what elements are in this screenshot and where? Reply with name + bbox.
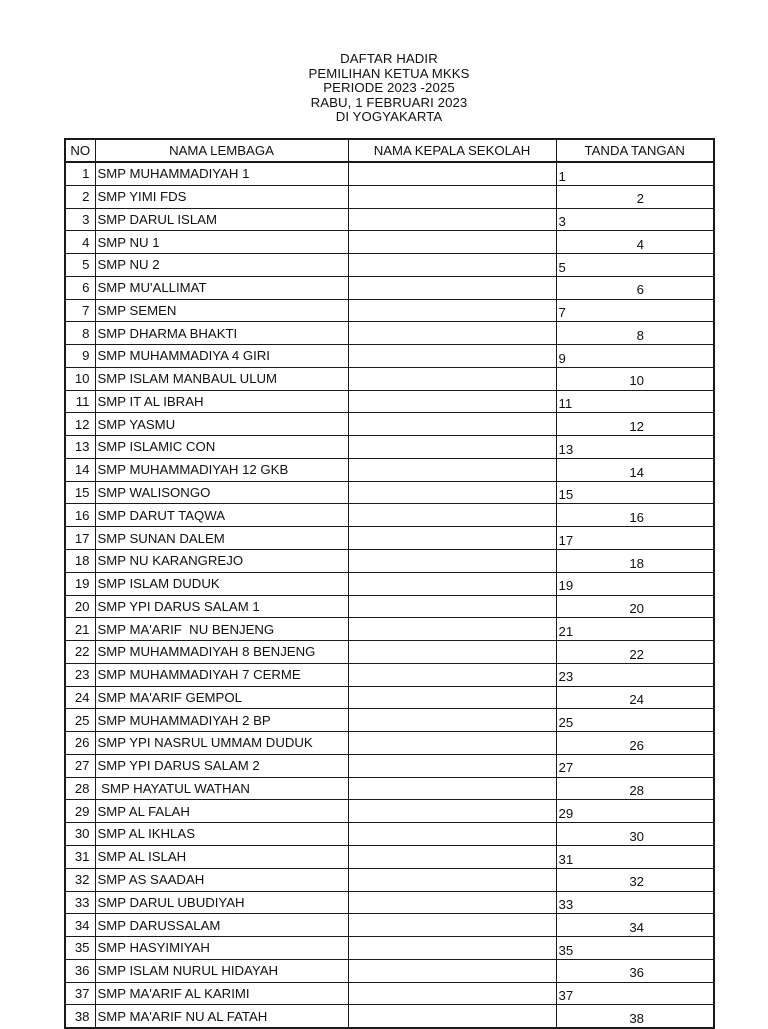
table-row — [65, 413, 714, 436]
row-number: 7 — [65, 299, 95, 322]
signature-cell[interactable]: 23 — [556, 663, 714, 686]
principal-name-cell[interactable] — [348, 686, 556, 709]
principal-name-cell[interactable] — [348, 527, 556, 550]
institution-name: SMP AL FALAH — [95, 800, 348, 823]
institution-name: SMP NU 2 — [95, 254, 348, 277]
signature-cell[interactable]: 1 — [556, 162, 714, 185]
principal-name-cell[interactable] — [348, 709, 556, 732]
signature-cell[interactable]: 36 — [556, 959, 714, 982]
row-number: 6 — [65, 276, 95, 299]
document-title: DAFTAR HADIR — [340, 51, 438, 66]
row-number: 22 — [65, 641, 95, 664]
column-header-signature: TANDA TANGAN — [556, 139, 714, 162]
row-number: 13 — [65, 436, 95, 459]
signature-cell[interactable]: 24 — [556, 686, 714, 709]
institution-name: SMP DARUSSALAM — [95, 914, 348, 937]
column-header-institution: NAMA LEMBAGA — [95, 139, 348, 162]
principal-name-cell[interactable] — [348, 868, 556, 891]
institution-name: SMP MUHAMMADIYAH 2 BP — [95, 709, 348, 732]
table-row — [65, 982, 714, 1005]
column-header-no: NO — [65, 139, 95, 162]
table-row — [65, 777, 714, 800]
principal-name-cell[interactable] — [348, 754, 556, 777]
institution-name: SMP MA'ARIF NU BENJENG — [95, 618, 348, 641]
principal-name-cell[interactable] — [348, 345, 556, 368]
institution-name: SMP MUHAMMADIYAH 1 — [95, 162, 348, 185]
institution-name: SMP HASYIMIYAH — [95, 937, 348, 960]
table-row — [65, 527, 714, 550]
event-date: RABU, 1 FEBRUARI 2023 — [310, 94, 468, 110]
principal-name-cell[interactable] — [348, 481, 556, 504]
signature-cell[interactable]: 7 — [556, 299, 714, 322]
row-number: 21 — [65, 618, 95, 641]
table-row — [65, 959, 714, 982]
signature-cell[interactable]: 11 — [556, 390, 714, 413]
row-number: 30 — [65, 823, 95, 846]
institution-name: SMP MA'ARIF AL KARIMI — [95, 982, 348, 1005]
signature-cell[interactable]: 37 — [556, 982, 714, 1005]
table-row — [65, 686, 714, 709]
principal-name-cell[interactable] — [348, 436, 556, 459]
signature-cell[interactable]: 31 — [556, 845, 714, 868]
signature-cell[interactable]: 22 — [556, 641, 714, 664]
row-number: 38 — [65, 1005, 95, 1028]
principal-name-cell[interactable] — [348, 390, 556, 413]
signature-cell[interactable]: 16 — [556, 504, 714, 527]
table-row — [65, 436, 714, 459]
signature-cell[interactable]: 2 — [556, 185, 714, 208]
table-row — [65, 823, 714, 846]
principal-name-cell[interactable] — [348, 800, 556, 823]
institution-name: SMP MA'ARIF NU AL FATAH — [95, 1005, 348, 1028]
row-number: 19 — [65, 572, 95, 595]
institution-name: SMP MUHAMMADIYAH 8 BENJENG — [95, 641, 348, 664]
signature-cell[interactable]: 15 — [556, 481, 714, 504]
principal-name-cell[interactable] — [348, 208, 556, 231]
institution-name: SMP MUHAMMADIYAH 7 CERME — [95, 663, 348, 686]
institution-name: SMP NU 1 — [95, 231, 348, 254]
principal-name-cell[interactable] — [348, 891, 556, 914]
document-header — [0, 52, 768, 125]
table-row — [65, 185, 714, 208]
table-header-row — [65, 139, 714, 162]
signature-cell[interactable]: 12 — [556, 413, 714, 436]
table-row — [65, 231, 714, 254]
row-number: 8 — [65, 322, 95, 345]
row-number: 35 — [65, 937, 95, 960]
principal-name-cell[interactable] — [348, 504, 556, 527]
principal-name-cell[interactable] — [348, 663, 556, 686]
institution-name: SMP YPI DARUS SALAM 2 — [95, 754, 348, 777]
row-number: 25 — [65, 709, 95, 732]
signature-cell[interactable]: 33 — [556, 891, 714, 914]
table-row — [65, 868, 714, 891]
signature-cell[interactable]: 29 — [556, 800, 714, 823]
row-number: 32 — [65, 868, 95, 891]
table-row — [65, 663, 714, 686]
row-number: 26 — [65, 732, 95, 755]
institution-name: SMP MUHAMMADIYA 4 GIRI — [95, 345, 348, 368]
table-row — [65, 709, 714, 732]
signature-cell[interactable]: 10 — [556, 367, 714, 390]
principal-name-cell[interactable] — [348, 1005, 556, 1028]
principal-name-cell[interactable] — [348, 777, 556, 800]
row-number: 14 — [65, 458, 95, 481]
row-number: 31 — [65, 845, 95, 868]
signature-cell[interactable]: 19 — [556, 572, 714, 595]
event-name: PEMILIHAN KETUA MKKS — [308, 65, 470, 81]
table-row — [65, 162, 714, 185]
row-number: 10 — [65, 367, 95, 390]
institution-name: SMP WALISONGO — [95, 481, 348, 504]
principal-name-cell[interactable] — [348, 322, 556, 345]
row-number: 36 — [65, 959, 95, 982]
institution-name: SMP DHARMA BHAKTI — [95, 322, 348, 345]
signature-cell[interactable]: 32 — [556, 868, 714, 891]
table-row — [65, 1005, 714, 1028]
table-row — [65, 937, 714, 960]
table-row — [65, 550, 714, 573]
principal-name-cell[interactable] — [348, 823, 556, 846]
institution-name: SMP DARUL ISLAM — [95, 208, 348, 231]
row-number: 3 — [65, 208, 95, 231]
principal-name-cell[interactable] — [348, 413, 556, 436]
signature-cell[interactable]: 18 — [556, 550, 714, 573]
principal-name-cell[interactable] — [348, 458, 556, 481]
institution-name: SMP YASMU — [95, 413, 348, 436]
principal-name-cell[interactable] — [348, 618, 556, 641]
principal-name-cell[interactable] — [348, 914, 556, 937]
institution-name: SMP MUHAMMADIYAH 12 GKB — [95, 458, 348, 481]
institution-name: SMP NU KARANGREJO — [95, 550, 348, 573]
signature-cell[interactable]: 26 — [556, 732, 714, 755]
row-number: 12 — [65, 413, 95, 436]
institution-name: SMP YPI DARUS SALAM 1 — [95, 595, 348, 618]
table-row — [65, 572, 714, 595]
table-row — [65, 845, 714, 868]
table-body — [65, 162, 714, 1028]
institution-name: SMP DARUT TAQWA — [95, 504, 348, 527]
signature-cell[interactable]: 34 — [556, 914, 714, 937]
institution-name: SMP IT AL IBRAH — [95, 390, 348, 413]
institution-name: SMP AL IKHLAS — [95, 823, 348, 846]
row-number: 16 — [65, 504, 95, 527]
signature-cell[interactable]: 25 — [556, 709, 714, 732]
row-number: 27 — [65, 754, 95, 777]
table-row — [65, 800, 714, 823]
row-number: 1 — [65, 162, 95, 185]
table-row — [65, 891, 714, 914]
table-row — [65, 754, 714, 777]
row-number: 4 — [65, 231, 95, 254]
signature-cell[interactable]: 35 — [556, 937, 714, 960]
row-number: 18 — [65, 550, 95, 573]
row-number: 17 — [65, 527, 95, 550]
table-row — [65, 595, 714, 618]
institution-name: SMP AL ISLAH — [95, 845, 348, 868]
row-number: 37 — [65, 982, 95, 1005]
row-number: 23 — [65, 663, 95, 686]
table-row — [65, 390, 714, 413]
table-row — [65, 208, 714, 231]
principal-name-cell[interactable] — [348, 959, 556, 982]
signature-cell[interactable]: 8 — [556, 322, 714, 345]
table-row — [65, 254, 714, 277]
row-number: 24 — [65, 686, 95, 709]
row-number: 11 — [65, 390, 95, 413]
event-location: DI YOGYAKARTA — [335, 109, 443, 125]
institution-name: SMP YIMI FDS — [95, 185, 348, 208]
table-row — [65, 458, 714, 481]
principal-name-cell[interactable] — [348, 732, 556, 755]
principal-name-cell[interactable] — [348, 982, 556, 1005]
row-number: 5 — [65, 254, 95, 277]
row-number: 29 — [65, 800, 95, 823]
row-number: 2 — [65, 185, 95, 208]
institution-name: SMP ISLAM NURUL HIDAYAH — [95, 959, 348, 982]
table-row — [65, 481, 714, 504]
institution-name: SMP SUNAN DALEM — [95, 527, 348, 550]
period: PERIODE 2023 -2025 — [323, 80, 455, 96]
principal-name-cell[interactable] — [348, 845, 556, 868]
table-row — [65, 732, 714, 755]
signature-cell[interactable]: 17 — [556, 527, 714, 550]
institution-name: SMP SEMEN — [95, 299, 348, 322]
principal-name-cell[interactable] — [348, 937, 556, 960]
row-number: 15 — [65, 481, 95, 504]
table-row — [65, 504, 714, 527]
signature-cell[interactable]: 4 — [556, 231, 714, 254]
table-row — [65, 345, 714, 368]
signature-cell[interactable]: 30 — [556, 823, 714, 846]
table-row — [65, 322, 714, 345]
signature-cell[interactable]: 27 — [556, 754, 714, 777]
principal-name-cell[interactable] — [348, 276, 556, 299]
institution-name: SMP HAYATUL WATHAN — [95, 777, 348, 800]
signature-cell[interactable]: 21 — [556, 618, 714, 641]
attendance-table — [64, 138, 715, 1029]
signature-cell[interactable]: 28 — [556, 777, 714, 800]
table-row — [65, 618, 714, 641]
row-number: 20 — [65, 595, 95, 618]
signature-cell[interactable]: 38 — [556, 1005, 714, 1028]
signature-cell[interactable]: 6 — [556, 276, 714, 299]
principal-name-cell[interactable] — [348, 299, 556, 322]
principal-name-cell[interactable] — [348, 162, 556, 185]
column-header-principal: NAMA KEPALA SEKOLAH — [348, 139, 556, 162]
institution-name: SMP YPI NASRUL UMMAM DUDUK — [95, 732, 348, 755]
row-number: 28 — [65, 777, 95, 800]
table-row — [65, 276, 714, 299]
institution-name: SMP AS SAADAH — [95, 868, 348, 891]
institution-name: SMP ISLAM DUDUK — [95, 572, 348, 595]
principal-name-cell[interactable] — [348, 231, 556, 254]
institution-name: SMP MA'ARIF GEMPOL — [95, 686, 348, 709]
row-number: 34 — [65, 914, 95, 937]
table-row — [65, 641, 714, 664]
institution-name: SMP ISLAMIC CON — [95, 436, 348, 459]
institution-name: SMP DARUL UBUDIYAH — [95, 891, 348, 914]
signature-cell[interactable]: 5 — [556, 254, 714, 277]
signature-cell[interactable]: 3 — [556, 208, 714, 231]
principal-name-cell[interactable] — [348, 185, 556, 208]
signature-cell[interactable]: 14 — [556, 458, 714, 481]
table-row — [65, 367, 714, 390]
principal-name-cell[interactable] — [348, 572, 556, 595]
principal-name-cell[interactable] — [348, 367, 556, 390]
signature-cell[interactable]: 20 — [556, 595, 714, 618]
row-number: 33 — [65, 891, 95, 914]
row-number: 9 — [65, 345, 95, 368]
table-row — [65, 299, 714, 322]
signature-cell[interactable]: 9 — [556, 345, 714, 368]
principal-name-cell[interactable] — [348, 641, 556, 664]
principal-name-cell[interactable] — [348, 595, 556, 618]
signature-cell[interactable]: 13 — [556, 436, 714, 459]
principal-name-cell[interactable] — [348, 550, 556, 573]
institution-name: SMP MU'ALLIMAT — [95, 276, 348, 299]
principal-name-cell[interactable] — [348, 254, 556, 277]
institution-name: SMP ISLAM MANBAUL ULUM — [95, 367, 348, 390]
table-row — [65, 914, 714, 937]
